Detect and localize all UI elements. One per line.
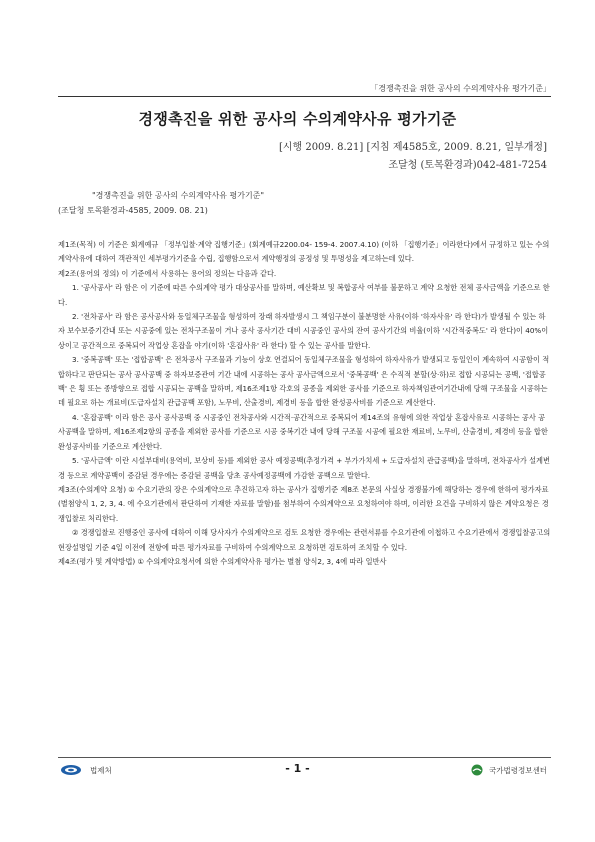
body-paragraph: 5. '공사금액' 이란 시설부대비(용역비, 보상비 등)를 제외한 공사 예정공백(추정가격 + 부가가치세 + 도급자설치 관급공백)을 말하며, 전차공사가 설계변경 등으로 계약공백이 증감된 경우에는 증감된 공백을 당초 공사예정공백에 가감한 공백으로 말한다. bbox=[58, 456, 550, 480]
body-paragraph: 1. '공사공사' 라 함은 이 기준에 따른 수의계약 평가 대상공사를 말하며, 예산확보 및 복합공사 여부를 불문하고 계약 요청한 전체 공사금액을 기준으로 한다. bbox=[58, 283, 550, 307]
body-paragraph: 제3조(수의계약 요청) ① 수요기관의 장은 수의계약으로 추진하고자 하는 공사가 집행기준 제8조 본문의 사실상 경쟁불가에 해당하는 경우에 한하여 평가자료(별첨양식 1, 2, 3, 4. 에 수요기관에서 판단하여 기재한 자료를 말함)를 첨부하여 수의계약으로 요청하여야 하며, 이러한 요건을 구비하지 않은 계약요청은 경쟁입찰로 처리한다. bbox=[58, 484, 549, 523]
footer-right-label: 국가법령정보센터 bbox=[489, 765, 547, 775]
body-paragraph: 3. '중복공백' 또는 '접합공백' 은 전차공사 구조물과 기능이 상호 연결되어 동일체구조물을 형성하여 하자사유가 발생되고 동일인이 계속하여 시공함이 적합하다고 판단되는 공사 공사공백 중 하자보증관여 기간 내에 시공하는 공사 공사금액으로서 '중복공백' 은 수직적 분할(상·하)로 접합 시공되는 공백, '접합공백' 은 횡 또는 종방향으로 접합 시공되는 공백을 말하며, 제16조제1항 각호의 공종을 제외한 공사를 기준으로 하자책임관여기간내에 당해 구조물을 시공하는데 필요로 하는 개료비(도급자설치 관급공백 포함), 노무비, 산출경비, 제경비 등을 합한 완성공사비를 기준으로 계산한다. bbox=[58, 355, 550, 408]
body-paragraph: 2. '전차공사' 라 함은 공사공사와 동일체구조물을 형성하여 장래 하자발생시 그 책임구분이 불분명한 사유(이하 '하자사유' 라 한다)가 발생될 수 있는 하자 보수보증기간내 또는 시공중에 있는 전차구조물이 거나 공사 공사기간 대비 시공중인 공사의 잔여 공사기간의 비율(이하 '시간적중복도' 라 한다)이 40%이 상이고 공간적으로 중복되어 작업상 혼잡을 야기(이하 '혼잡사유' 라 한다) 할 수 있는 공사를 말한다. bbox=[58, 312, 549, 350]
header-divider bbox=[58, 96, 551, 97]
body-paragraph: ② 경쟁입찰로 진행중인 공사에 대하여 이해 당사자가 수의계약으로 검토 요청한 경우에는 관련서류를 수요기관에 이첩하고 수요기관에서 경쟁입찰공고의 현장설명일 기준 4일 이전에 전항에 따른 평가자료를 구비하여 수의계약으로 요청하면 검토하여 조치할 수 있다. bbox=[58, 528, 551, 552]
contact-info: 조달청 (토목환경과)042-481-7254 bbox=[388, 160, 547, 171]
body-paragraph: 제4조(평가 및 계약방법) ① 수의계약요청서에 의한 수의계약사유 평가는 별첨 양식2, 3, 4에 따라 일반사 bbox=[58, 556, 387, 566]
body-paragraph: 제2조(용어의 정의) 이 기준에서 사용하는 용어의 정의는 다음과 같다. bbox=[58, 268, 277, 278]
enactment-info: [시행 2009. 8.21] [지침 제4585호, 2009. 8.21, 일부개정] bbox=[278, 142, 547, 153]
law-center-logo-icon bbox=[471, 764, 483, 776]
document-subtitle: "경쟁촉진을 위한 공사의 수의계약사유 평가기준" bbox=[92, 191, 265, 200]
footer-right bbox=[471, 764, 547, 776]
page-title: 경쟁촉진을 위한 공사의 수의계약사유 평가기준 bbox=[138, 110, 457, 128]
footer-left-label: 법제처 bbox=[90, 765, 112, 775]
running-title: 「경쟁촉진을 위한 공사의 수의계약사유 평가기준」 bbox=[370, 84, 551, 93]
page-number: - 1 - bbox=[285, 762, 310, 775]
document-reference: (조달청 토목환경과-4585, 2009. 08. 21) bbox=[58, 206, 208, 215]
footer-divider bbox=[58, 757, 551, 758]
body-paragraph: 4. '혼잡공백' 이라 함은 공사 공사공백 중 시공중인 전차공사와 시간적·공간적으로 중복되어 제14조의 유형에 의한 작업상 혼잡사유로 시공하는 공사 공사공백을 말하며, 제16조제2항의 공종을 제외한 공사를 기준으로 시공 중복기간 내에 당해 구조물 시공에 필요한 재료비, 노무비, 산출경비, 제경비 등을 합한 완성공사비를 기준으로 계산한다. bbox=[58, 412, 548, 451]
body-paragraph: 제1조(목적) 이 기준은 회계예규 「정부입찰·계약 집행기준」(회계예규2200.04- 159-4. 2007.4.10) (이하 「집행기준」이라한다)에서 규정하고 있는 수의계약사유에 대하여 객관적인 세부평가기준을 수립, 집행함으로서 계약행정의 공정성 및 투명성을 제고하는데 있다. bbox=[58, 240, 550, 264]
body-text bbox=[58, 238, 551, 569]
